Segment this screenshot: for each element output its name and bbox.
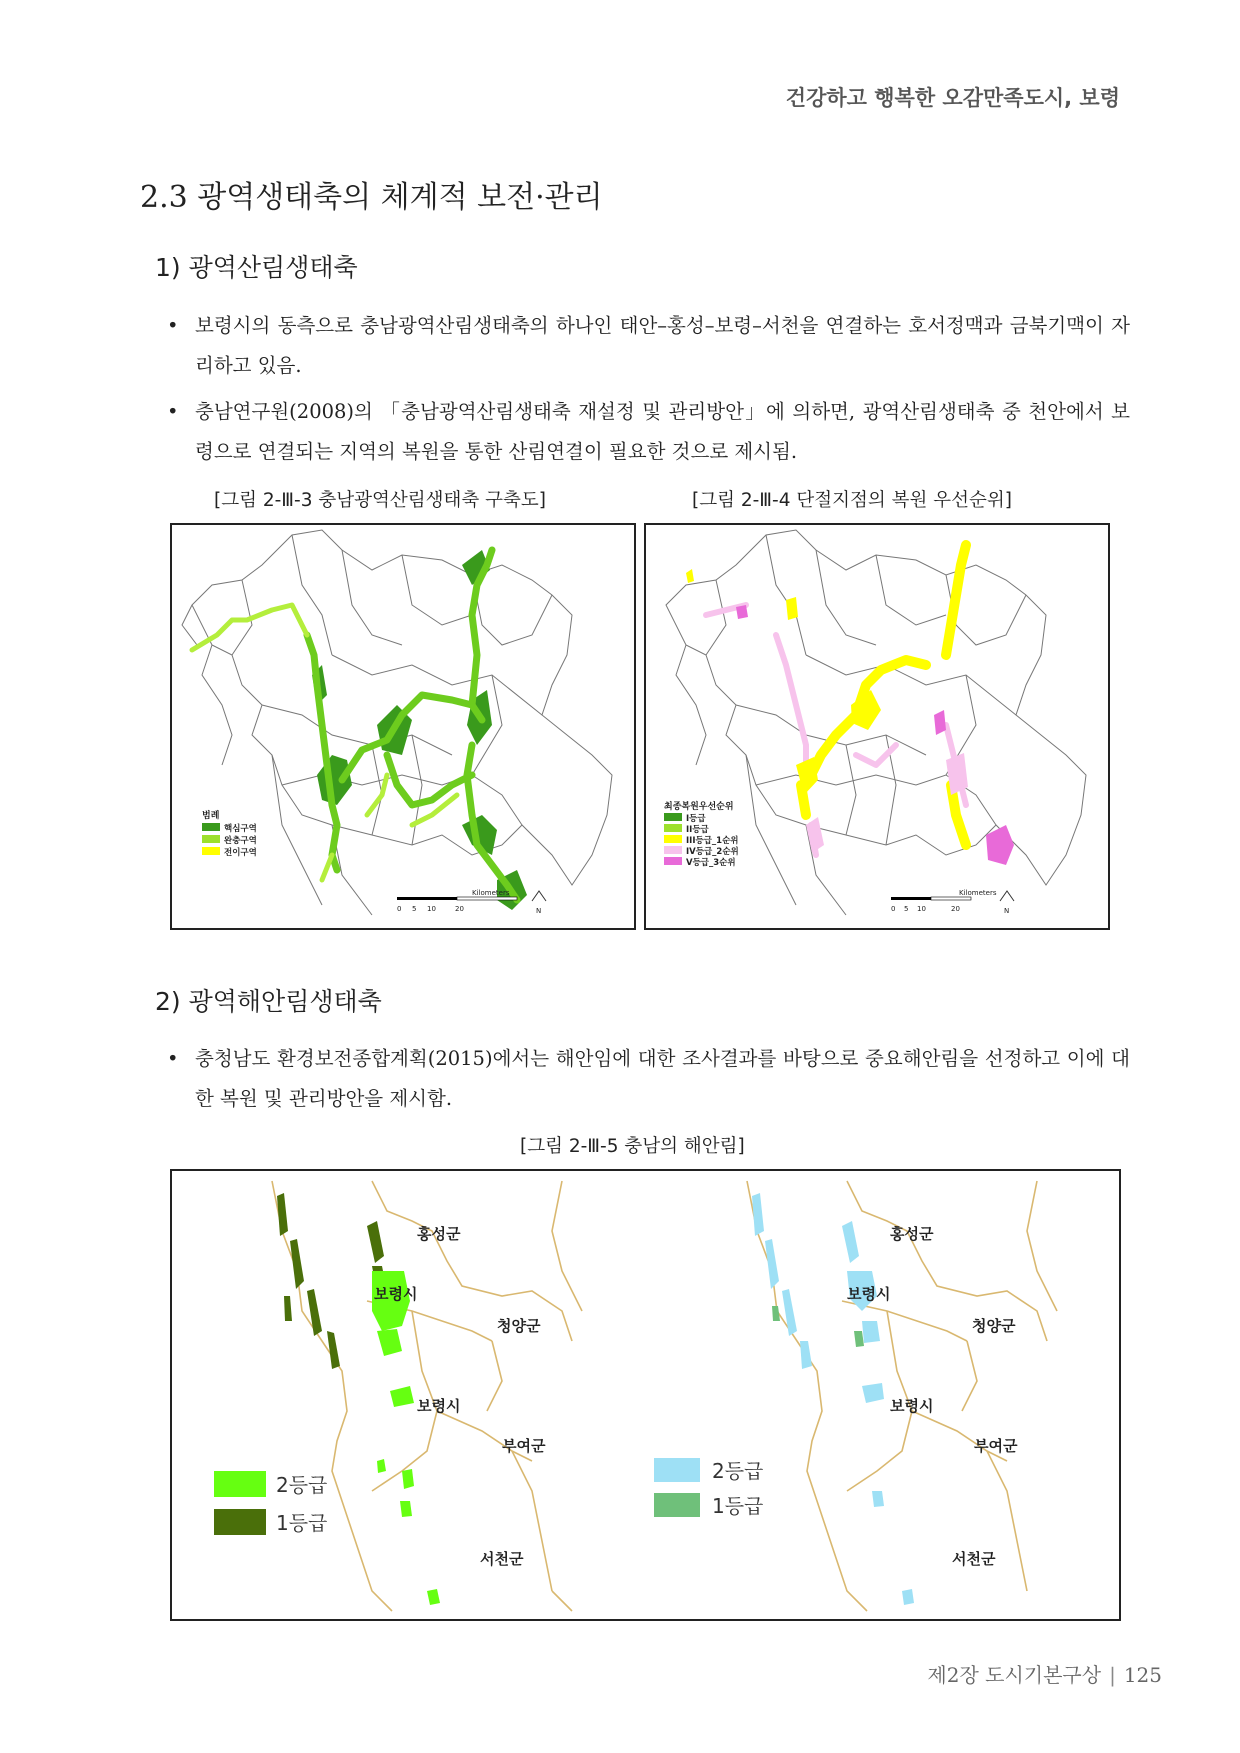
legend-label: 2등급 [712, 1459, 764, 1483]
scale-unit: Kilometers [472, 889, 510, 897]
legend-label: 2등급 [276, 1473, 328, 1497]
scale-tick: 20 [951, 905, 960, 913]
county-label: 보령시 [890, 1397, 934, 1415]
legend-swatch [202, 835, 220, 843]
bullet-item [167, 1039, 1130, 1119]
page-number: 125 [1123, 1663, 1162, 1687]
scale-tick: 10 [917, 905, 926, 913]
county-label: 서천군 [952, 1550, 996, 1568]
county-label: 홍성군 [417, 1225, 461, 1243]
bullet-text: 보령시의 동측으로 충남광역산림생태축의 하나인 태안–홍성–보령–서천을 연결하는 호서정맥과 금북기맥이 자리하고 있음. [195, 314, 1130, 377]
forest-axis-map [170, 523, 636, 930]
figure-caption-4: [그림 2-Ⅲ-4 단절지점의 복원 우선순위] [692, 490, 1012, 511]
county-label: 보령시 [417, 1397, 461, 1415]
north-arrow-icon [1000, 891, 1014, 915]
footer-separator: | [1109, 1663, 1116, 1687]
figure-caption-3: [그림 2-Ⅲ-3 충남광역산림생태축 구축도] [214, 490, 546, 511]
coastal-forest-map-svg [172, 1171, 1119, 1619]
legend-label: 완충구역 [224, 836, 257, 846]
legend [664, 813, 739, 868]
bullet-icon: • [167, 400, 179, 423]
legend-swatch [654, 1493, 700, 1517]
subsection-title-coastal: 2) 광역해안림생태축 [155, 987, 382, 1016]
footer-chapter: 제2장 도시기본구상 [927, 1663, 1102, 1687]
county-label: 부여군 [502, 1437, 546, 1455]
bullet-item [167, 306, 1130, 386]
scale-tick: 5 [904, 905, 909, 913]
svg-text:N: N [1004, 907, 1010, 915]
legend-title: 범례 [202, 811, 220, 821]
coastal-forest-map [170, 1169, 1121, 1621]
restoration-priority-map [644, 523, 1110, 930]
scale-tick: 10 [427, 905, 436, 913]
legend-label: 핵심구역 [224, 824, 257, 834]
county-label: 보령시 [847, 1285, 891, 1303]
legend-swatch [654, 1458, 700, 1482]
legend-swatch [214, 1471, 266, 1497]
legend-swatch [202, 823, 220, 831]
scale-tick: 20 [455, 905, 464, 913]
county-label: 홍성군 [890, 1225, 934, 1243]
bullet-icon: • [167, 1047, 179, 1070]
legend-swatch [664, 835, 682, 843]
county-label: 청양군 [497, 1317, 541, 1335]
legend-label: 1등급 [712, 1494, 764, 1518]
legend-label: 전이구역 [224, 848, 257, 858]
legend-swatch [664, 857, 682, 865]
legend-title: 최종복원우선순위 [664, 802, 734, 812]
bullet-text: 충남연구원(2008)의 「충남광역산림생태축 재설정 및 관리방안」에 의하면, 광역산림생태축 중 천안에서 보령으로 연결되는 지역의 복원을 통한 산림연결이 필요한 것으로 제시됨. [195, 400, 1130, 463]
legend-label: III등급_1순위 [686, 836, 739, 846]
running-header: 건강하고 행복한 오감만족도시, 보령 [785, 86, 1120, 110]
county-label: 보령시 [374, 1285, 418, 1303]
page-footer [927, 1659, 1162, 1688]
bullet-icon: • [167, 314, 179, 337]
forest-axis-map-svg [172, 525, 634, 928]
legend-swatch [664, 846, 682, 854]
legend-swatch [214, 1509, 266, 1535]
legend-label: I등급 [686, 814, 706, 824]
legend-label: 1등급 [276, 1511, 328, 1535]
legend-swatch [664, 813, 682, 821]
bullet-text: 충청남도 환경보전종합계획(2015)에서는 해안임에 대한 조사결과를 바탕으로 중요해안림을 선정하고 이에 대한 복원 및 관리방안을 제시함. [195, 1047, 1130, 1110]
figure-caption-5: [그림 2-Ⅲ-5 충남의 해안림] [520, 1136, 745, 1157]
subsection-title-forest: 1) 광역산림생태축 [155, 253, 358, 282]
county-label: 부여군 [974, 1437, 1018, 1455]
svg-text:N: N [536, 907, 542, 915]
restoration-priority-map-svg [646, 525, 1108, 928]
legend-label: IV등급_2순위 [686, 847, 739, 857]
legend [202, 823, 257, 858]
north-arrow-icon [532, 891, 546, 915]
scale-unit: Kilometers [959, 889, 997, 897]
scale-tick: 0 [397, 905, 402, 913]
bullet-item [167, 392, 1130, 472]
county-label: 서천군 [480, 1550, 524, 1568]
scale-tick: 5 [412, 905, 417, 913]
legend-label: V등급_3순위 [686, 858, 736, 868]
legend-swatch [202, 847, 220, 855]
section-title: 2.3 광역생태축의 체계적 보전·관리 [140, 180, 603, 215]
county-label: 청양군 [972, 1317, 1016, 1335]
legend-label: II등급 [686, 825, 709, 835]
scale-tick: 0 [891, 905, 896, 913]
legend-swatch [664, 824, 682, 832]
scale-bar [891, 889, 997, 913]
